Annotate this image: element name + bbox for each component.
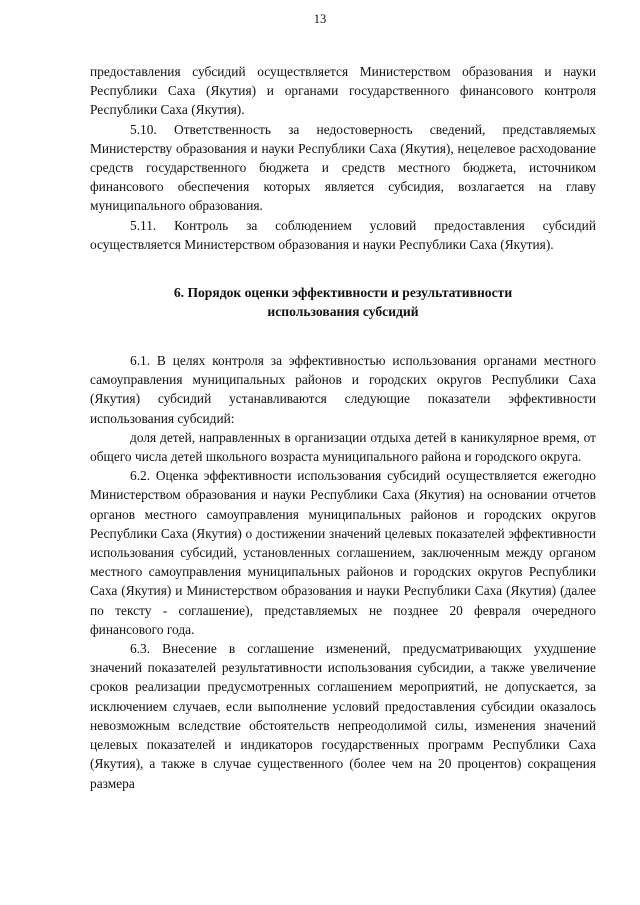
section-heading-line-2: использования субсидий [267,304,419,320]
paragraph-6-3: 6.3. Внесение в соглашение изменений, предусматривающих ухудшение значений показателей результативности использования субсидии, а также увеличение сроков реализации предусмотренных соглашением мероприятий, не допускается, за исключением случаев, если выполнение условий предоставления субсидии оказалось невозможным вследствие обстоятельств непреодолимой силы, изменения значений целевых показателей и индикаторов государственных программ Республики Саха (Якутия), а также в случае существенного (более чем на 20 процентов) сокращения размера [90,641,596,791]
paragraph-continuation: предоставления субсидий осуществляется Министерством образования и науки Республики Саха (Якутия) и органами государственного финансового контроля Республики Саха (Якутия). [90,64,596,118]
section-heading [90,283,596,321]
paragraph-indicator: доля детей, направленных в организации отдыха детей в каникулярное время, от общего числа детей школьного возраста муниципального района и городского округа. [90,429,596,465]
document-body [90,62,596,793]
paragraph-5-11: 5.11. Контроль за соблюдением условий предоставления субсидий осуществляется Министерством образования и науки Республики Саха (Якутия). [90,217,596,252]
page-number: 13 [313,12,327,26]
section-heading-line-1: 6. Порядок оценки эффективности и результативности [173,285,513,301]
paragraph-5-10: 5.10. Ответственность за недостоверность сведений, представляемых Министерству образования и науки Республики Саха (Якутия), нецелевое расходование средств государственного бюджета и средств местного бюджета, источником финансового обеспечения которых является субсидия, возлагается на главу муниципального образования. [90,121,596,214]
paragraph-6-2: 6.2. Оценка эффективности использования субсидий осуществляется ежегодно Министерством образования и науки Республики Саха (Якутия) на основании отчетов органов местного самоуправления муниципальных районов и городских округов Республики Саха (Якутия) о достижении значений целевых показателей эффективности использования субсидий, установленных соглашением, заключенным между органом местного самоуправления муниципальных районов и городских округов Республики Саха (Якутия) и Министерством образования и науки Республики Саха (Якутия) (далее по тексту - соглашение), представляемых не позднее 20 февраля очередного финансового года. [90,468,596,637]
paragraph-6-1: 6.1. В целях контроля за эффективностью использования органами местного самоуправления муниципальных районов и городских округов Республики Саха (Якутия) субсидий устанавливаются следующие показатели эффективности использования субсидий: [90,353,596,426]
